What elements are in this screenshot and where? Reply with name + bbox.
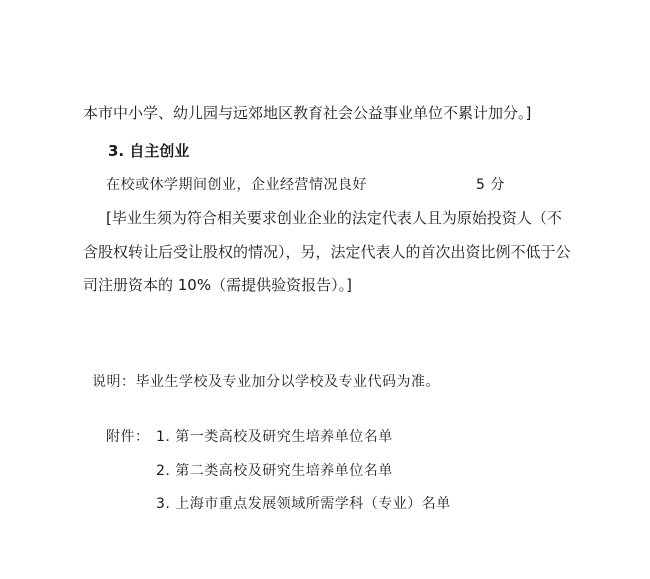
section-heading: 3. 自主创业 bbox=[108, 142, 190, 160]
attachments-label: 附件： bbox=[106, 429, 150, 445]
note-line: [毕业生须为符合相关要求创业企业的法定代表人且为原始投资人（不 bbox=[106, 209, 562, 227]
continuation-line: 本市中小学、幼儿园与远郊地区教育社会公益事业单位不累计加分。] bbox=[83, 104, 532, 122]
attachment-item: 2. 第二类高校及研究生培养单位名单 bbox=[156, 463, 393, 479]
note-line: 含股权转让后受让股权的情况），另，法定代表人的首次出资比例不低于公 bbox=[83, 243, 571, 261]
explanation-text: 说明：毕业生学校及专业加分以学校及专业代码为准。 bbox=[92, 374, 440, 390]
note-line: 司注册资本的 10%（需提供验资报告）。] bbox=[83, 276, 352, 294]
criterion-text: 在校或休学期间创业，企业经营情况良好 bbox=[106, 177, 367, 193]
criterion-points: 5 分 bbox=[476, 177, 505, 193]
attachment-item: 1. 第一类高校及研究生培养单位名单 bbox=[156, 429, 393, 445]
attachment-item: 3. 上海市重点发展领域所需学科（专业）名单 bbox=[156, 496, 451, 512]
